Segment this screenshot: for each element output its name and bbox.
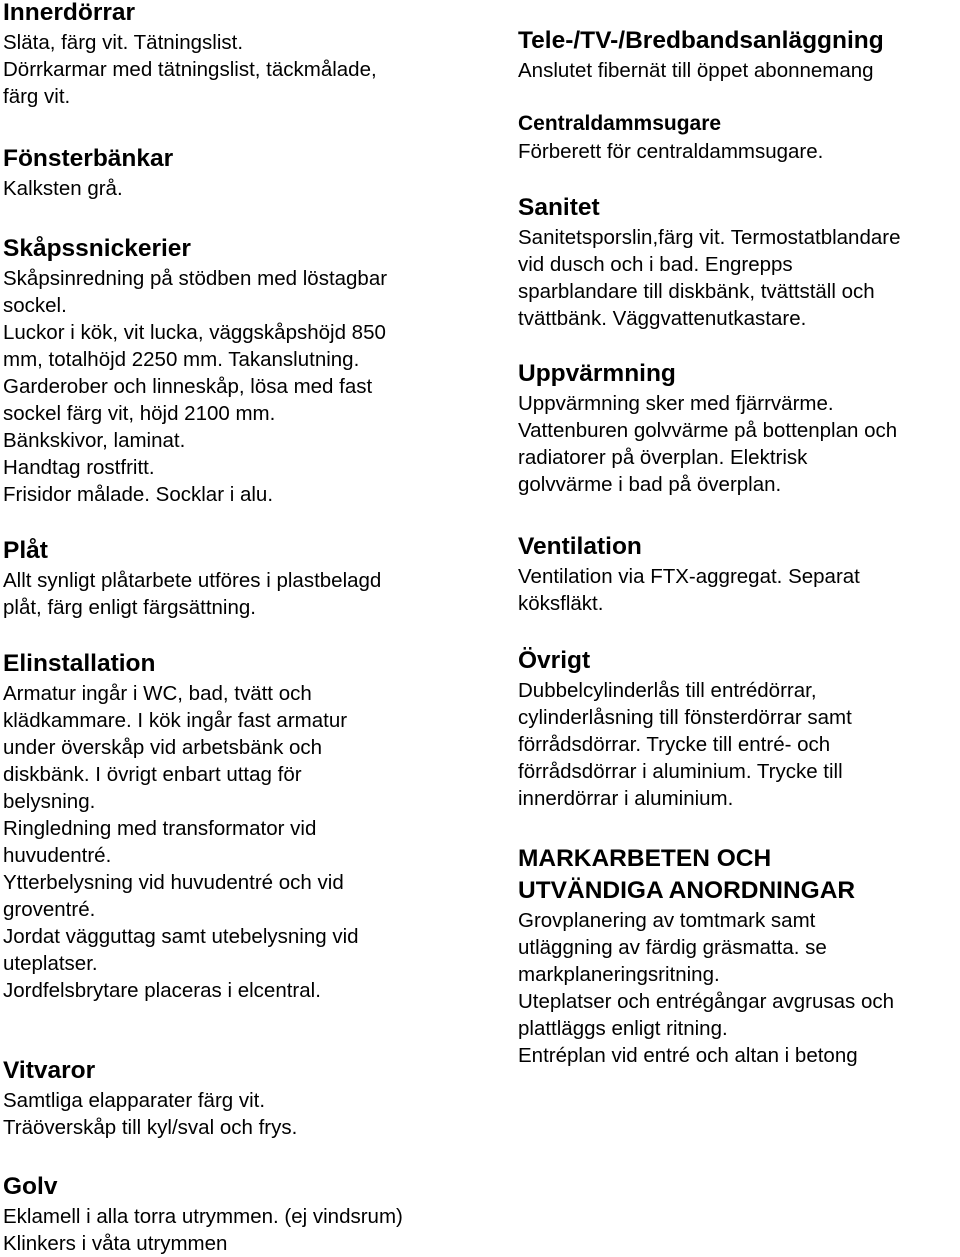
body-line: golvvärme i bad på överplan. — [518, 473, 782, 496]
section-heading: Ventilation — [518, 533, 642, 560]
body-line: klädkammare. I kök ingår fast armatur — [3, 709, 348, 732]
section-plat — [3, 535, 473, 621]
body-line: förrådsdörrar i aluminium. Trycke till — [518, 760, 843, 783]
section-centraldammsugare — [518, 110, 958, 165]
section-heading: Golv — [3, 1173, 58, 1200]
body-line: mm, totalhöjd 2250 mm. Takanslutning. — [3, 348, 360, 371]
body-line: Handtag rostfritt. — [3, 456, 155, 479]
body-line: Entréplan vid entré och altan i betong — [518, 1044, 858, 1067]
body-line: Garderober och linneskåp, lösa med fast — [3, 375, 373, 398]
section-sanitet — [518, 192, 958, 332]
section-innerdorrar — [3, 0, 473, 110]
section-markarbeten — [518, 843, 958, 1069]
body-line: färg vit. — [3, 85, 71, 108]
body-line: Ringledning med transformator vid — [3, 817, 317, 840]
body-line: Armatur ingår i WC, bad, tvätt och — [3, 682, 312, 705]
section-heading: UTVÄNDIGA ANORDNINGAR — [518, 877, 856, 904]
section-heading: MARKARBETEN OCH — [518, 845, 772, 872]
body-line: cylinderlåsning till fönsterdörrar samt — [518, 706, 852, 729]
body-line: Grovplanering av tomtmark samt — [518, 909, 816, 932]
section-skapssnickerier — [3, 233, 473, 508]
body-line: Ventilation via FTX-aggregat. Separat — [518, 565, 860, 588]
body-line: sockel färg vit, höjd 2100 mm. — [3, 402, 276, 425]
body-line: belysning. — [3, 790, 96, 813]
body-line: Släta, färg vit. Tätningslist. — [3, 31, 244, 54]
body-line: Bänkskivor, laminat. — [3, 429, 186, 452]
section-heading: Uppvärmning — [518, 360, 676, 387]
body-line: plattläggs enligt ritning. — [518, 1017, 728, 1040]
body-line: Dörrkarmar med tätningslist, täckmålade, — [3, 58, 377, 81]
body-line: Dubbelcylinderlås till entrédörrar, — [518, 679, 817, 702]
body-line: utläggning av färdig gräsmatta. se — [518, 936, 827, 959]
body-line: Kalksten grå. — [3, 177, 123, 200]
section-elinstallation — [3, 648, 473, 1004]
body-line: innerdörrar i aluminium. — [518, 787, 734, 810]
section-vitvaror — [3, 1055, 473, 1141]
section-uppvarmning — [518, 358, 958, 498]
body-line: Allt synligt plåtarbete utföres i plastbelagd — [3, 569, 382, 592]
section-heading: Sanitet — [518, 194, 600, 221]
body-line: vid dusch och i bad. Engrepps — [518, 253, 793, 276]
body-line: diskbänk. I övrigt enbart uttag för — [3, 763, 302, 786]
section-heading: Innerdörrar — [3, 0, 136, 26]
section-heading: Övrigt — [518, 647, 591, 674]
body-line: Uteplatser och entrégångar avgrusas och — [518, 990, 895, 1013]
section-heading: Plåt — [3, 537, 48, 564]
body-line: Träöverskåp till kyl/sval och frys. — [3, 1116, 298, 1139]
body-line: sockel. — [3, 294, 67, 317]
body-line: Uppvärmning sker med fjärrvärme. — [518, 392, 834, 415]
section-heading: Centraldammsugare — [518, 112, 722, 135]
body-line: sparblandare till diskbänk, tvättställ och — [518, 280, 875, 303]
body-line: Vattenburen golvvärme på bottenplan och — [518, 419, 898, 442]
body-line: markplaneringsritning. — [518, 963, 720, 986]
section-fonsterbankar — [3, 143, 473, 202]
body-line: under överskåp vid arbetsbänk och — [3, 736, 323, 759]
body-line: Anslutet fibernät till öppet abonnemang — [518, 59, 874, 82]
body-line: huvudentré. — [3, 844, 112, 867]
body-line: köksfläkt. — [518, 592, 604, 615]
section-ovrigt — [518, 645, 958, 812]
body-line: Jordfelsbrytare placeras i elcentral. — [3, 979, 321, 1002]
section-tele — [518, 25, 958, 84]
section-heading: Fönsterbänkar — [3, 145, 174, 172]
section-heading: Tele-/TV-/Bredbandsanläggning — [518, 27, 884, 54]
section-heading: Vitvaror — [3, 1057, 96, 1084]
body-line: Frisidor målade. Socklar i alu. — [3, 483, 274, 506]
body-line: uteplatser. — [3, 952, 98, 975]
body-line: förrådsdörrar. Trycke till entré- och — [518, 733, 831, 756]
body-line: Klinkers i våta utrymmen — [3, 1232, 228, 1255]
body-line: Samtliga elapparater färg vit. — [3, 1089, 266, 1112]
body-line: plåt, färg enligt färgsättning. — [3, 596, 256, 619]
body-line: Jordat vägguttag samt utebelysning vid — [3, 925, 359, 948]
body-line: Skåpsinredning på stödben med löstagbar — [3, 267, 388, 290]
body-line: radiatorer på överplan. Elektrisk — [518, 446, 808, 469]
section-ventilation — [518, 531, 958, 617]
body-line: Sanitetsporslin,färg vit. Termostatblandare — [518, 226, 901, 249]
section-heading: Skåpssnickerier — [3, 235, 191, 262]
section-heading: Elinstallation — [3, 650, 156, 677]
body-line: Eklamell i alla torra utrymmen. (ej vindsrum) — [3, 1205, 403, 1228]
body-line: tvättbänk. Väggvattenutkastare. — [518, 307, 807, 330]
body-line: groventré. — [3, 898, 96, 921]
section-golv — [3, 1171, 473, 1257]
body-line: Luckor i kök, vit lucka, väggskåpshöjd 850 — [3, 321, 386, 344]
body-line: Ytterbelysning vid huvudentré och vid — [3, 871, 344, 894]
body-line: Förberett för centraldammsugare. — [518, 140, 824, 163]
